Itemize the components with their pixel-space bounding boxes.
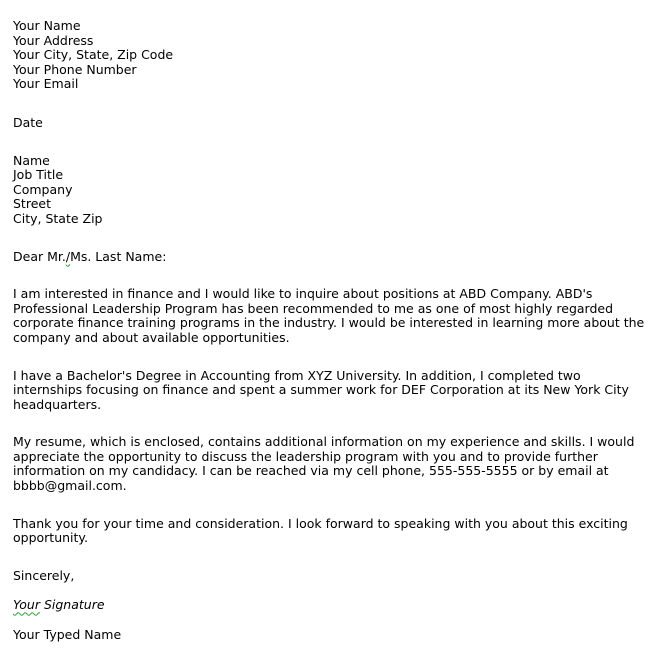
body-paragraph-4: Thank you for your time and consideration. I look forward to speaking with you about this exciting opportunity. [13, 515, 628, 546]
recipient-company: Company [13, 181, 73, 197]
salutation-marked-text: / [65, 248, 71, 264]
body-paragraph-2: I have a Bachelor's Degree in Accounting from XYZ University. In addition, I completed two internships focusing on finance and spent a summer work for DEF Corporation at its New York City headquarters. [13, 367, 629, 412]
typed-name: Your Typed Name [13, 627, 122, 643]
signature-block [13, 598, 653, 613]
signature-rest: Signature [39, 597, 105, 613]
recipient-block [13, 154, 653, 227]
recipient-city-state-zip: City, State Zip [13, 210, 103, 226]
closing-line: Sincerely, [13, 567, 75, 583]
typed-name-block [13, 628, 653, 643]
signature-marked-text: Your [13, 597, 40, 613]
closing [13, 569, 653, 584]
sender-name: Your Name [13, 18, 81, 33]
body-paragraph-1: I am interested in finance and I would like to inquire about positions at ABD Company. ABD's Professional Leadership Program has been recommended to me as one of most highly regarded corporate finance training programs in the industry. I would be interested in learning more about the company and about available opportunities. [13, 286, 645, 345]
body-paragraph-3: My resume, which is enclosed, contains additional information on my experience and skills. I would appreciate the opportunity to discuss the leadership program with you and to provide further information on my candidacy. I can be reached via my cell phone, 555-555-5555 or by email at bbbb@gmail.com. [13, 434, 635, 494]
letter-date: Date [13, 114, 43, 130]
recipient-job-title: Job Title [13, 167, 64, 183]
date-block [13, 116, 653, 131]
salutation [13, 250, 653, 265]
sender-block [13, 19, 653, 92]
signature [13, 598, 653, 613]
recipient-name: Name [13, 152, 50, 168]
sender-email: Your Email [13, 76, 79, 92]
cover-letter [13, 19, 653, 643]
salutation-suffix: Ms. Last Name: [70, 248, 167, 264]
sender-address: Your Address [13, 32, 94, 48]
sender-city-state-zip: Your City, State, Zip Code [13, 47, 174, 63]
recipient-street: Street [13, 196, 51, 212]
salutation-prefix: Dear Mr. [13, 248, 66, 264]
sender-phone: Your Phone Number [13, 61, 137, 77]
salutation-line [13, 250, 653, 265]
